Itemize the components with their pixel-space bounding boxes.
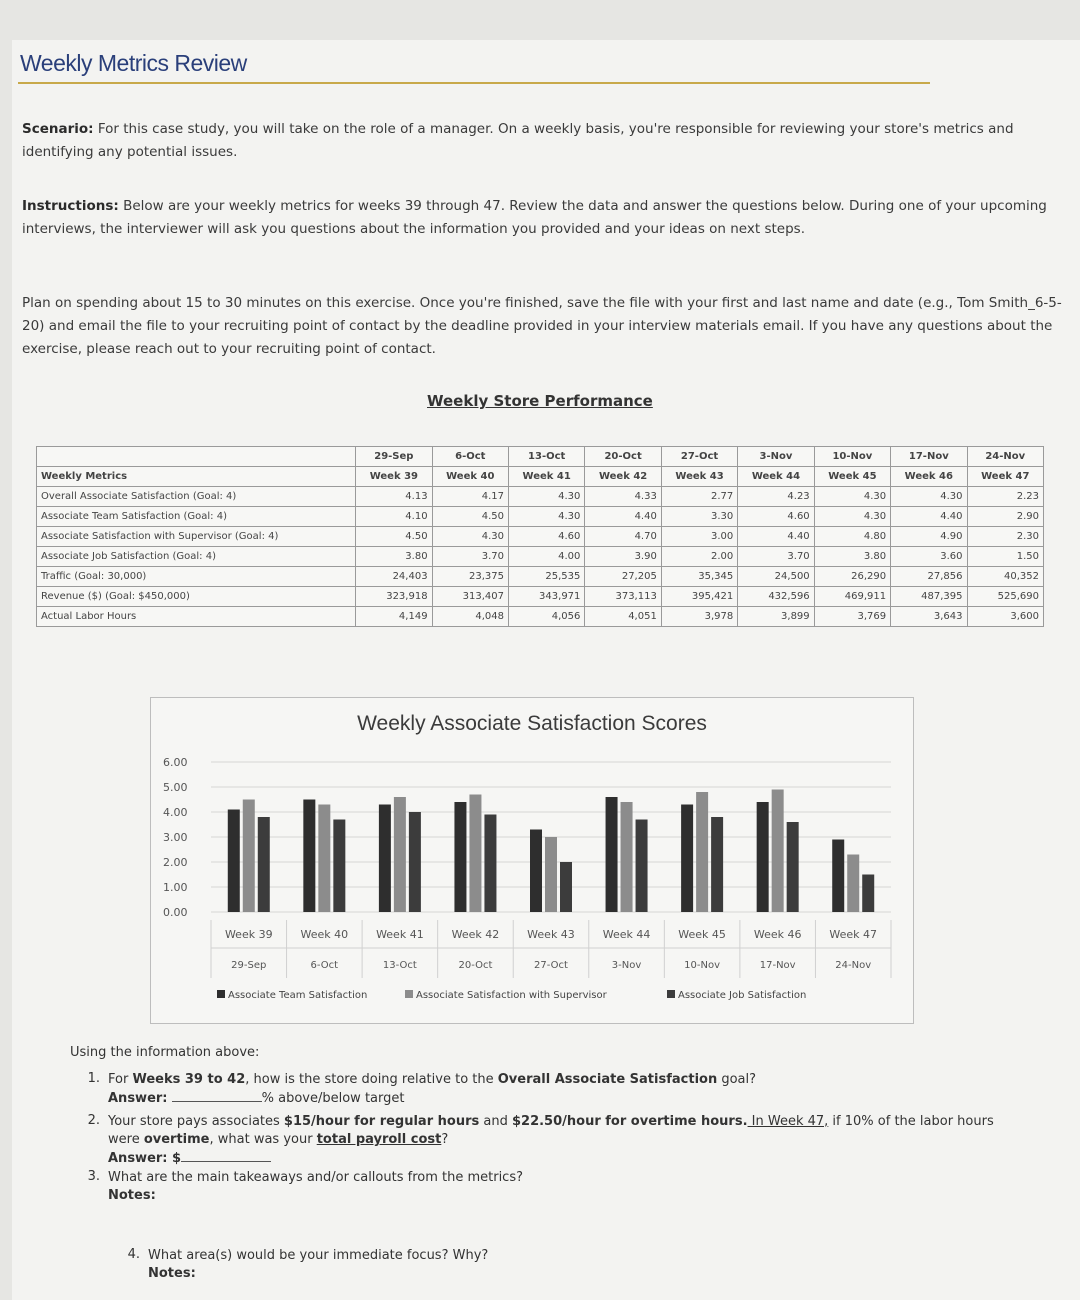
metric-value: 3.00: [661, 527, 737, 547]
metric-value: 4.30: [814, 487, 890, 507]
metric-value: 4.40: [585, 507, 661, 527]
bar: [469, 795, 481, 913]
metric-value: 2.90: [967, 507, 1043, 527]
bar: [696, 792, 708, 912]
bar: [787, 822, 799, 912]
metric-value: 4.60: [738, 507, 814, 527]
bar: [606, 797, 618, 912]
table-row: [37, 547, 1044, 567]
metric-label: Revenue ($) (Goal: $450,000): [37, 587, 356, 607]
metric-value: 35,345: [661, 567, 737, 587]
metric-label: Associate Satisfaction with Supervisor (Goal: 4): [37, 527, 356, 547]
metric-value: 323,918: [356, 587, 432, 607]
metric-value: 3.30: [661, 507, 737, 527]
metric-value: 4.40: [891, 507, 967, 527]
metric-value: 4,149: [356, 607, 432, 627]
bar: [847, 855, 859, 913]
y-tick-label: 6.00: [163, 756, 188, 769]
title-divider: [18, 82, 930, 84]
legend-swatch: [405, 990, 413, 998]
metric-value: 3,643: [891, 607, 967, 627]
metric-value: 4.10: [356, 507, 432, 527]
metric-value: 4.50: [356, 527, 432, 547]
metric-value: 4.23: [738, 487, 814, 507]
metric-value: 26,290: [814, 567, 890, 587]
metric-value: 4.80: [814, 527, 890, 547]
x-tick-label: Week 42: [451, 928, 500, 941]
bar: [530, 830, 542, 913]
table-row: [37, 527, 1044, 547]
bar: [636, 820, 648, 913]
chart-canvas: [151, 698, 913, 1023]
week-header-cell: Week 40: [432, 467, 508, 487]
week-header-row: [37, 467, 1044, 487]
legend-label: Associate Job Satisfaction: [678, 990, 807, 1001]
x-tick-label: Week 46: [753, 928, 802, 941]
legend-label: Associate Team Satisfaction: [228, 990, 368, 1001]
x-tick-label: Week 43: [527, 928, 575, 941]
metric-value: 4.30: [891, 487, 967, 507]
date-header-cell: 3-Nov: [738, 447, 814, 467]
metric-value: 3.80: [356, 547, 432, 567]
questions-intro: Using the information above:: [70, 1045, 260, 1060]
bar: [333, 820, 345, 913]
x-subtick-label: 10-Nov: [684, 960, 721, 971]
metric-value: 373,113: [585, 587, 661, 607]
bar: [454, 802, 466, 912]
metric-value: 4.40: [738, 527, 814, 547]
answer-1-field[interactable]: [172, 1089, 262, 1102]
date-header-cell: 29-Sep: [356, 447, 432, 467]
x-tick-label: Week 40: [300, 928, 349, 941]
metric-value: 3,978: [661, 607, 737, 627]
date-header-row: [37, 447, 1044, 467]
metric-value: 4,056: [508, 607, 584, 627]
bar: [681, 805, 693, 913]
y-tick-label: 3.00: [163, 831, 188, 844]
y-tick-label: 2.00: [163, 856, 188, 869]
metric-value: 3.80: [814, 547, 890, 567]
satisfaction-chart: [150, 697, 914, 1024]
x-subtick-label: 3-Nov: [611, 960, 642, 971]
legend-swatch: [217, 990, 225, 998]
question-1: 1. For Weeks 39 to 42, how is the store doing relative to the Overall Associate Satisfaction goal? Answer: % above/below target: [87, 1071, 757, 1106]
metric-value: 27,856: [891, 567, 967, 587]
notes-3-label[interactable]: Notes:: [108, 1188, 156, 1203]
week-header-cell: Week 47: [967, 467, 1043, 487]
x-subtick-label: 6-Oct: [310, 960, 339, 971]
week-header-cell: Week 39: [356, 467, 432, 487]
x-tick-label: Week 47: [829, 928, 878, 941]
date-header-cell: 6-Oct: [432, 447, 508, 467]
question-4: 4. What area(s) would be your immediate focus? Why? Notes:: [127, 1247, 489, 1281]
bar: [409, 812, 421, 912]
notes-4-label[interactable]: Notes:: [148, 1266, 196, 1281]
metric-value: 469,911: [814, 587, 890, 607]
x-tick-label: Week 39: [224, 928, 273, 941]
x-subtick-label: 17-Nov: [759, 960, 796, 971]
legend-swatch: [667, 990, 675, 998]
date-header-cell: 13-Oct: [508, 447, 584, 467]
y-tick-label: 0.00: [163, 906, 188, 919]
metric-value: 2.30: [967, 527, 1043, 547]
bar: [394, 797, 406, 912]
metric-value: 2.77: [661, 487, 737, 507]
scenario-paragraph: Scenario: For this case study, you will take on the role of a manager. On a weekly basis, you're responsible for reviewing your store's metrics and identifying any potential issues.: [22, 121, 1014, 160]
metric-value: 24,403: [356, 567, 432, 587]
table-row: [37, 587, 1044, 607]
metric-value: 3.70: [738, 547, 814, 567]
bar: [757, 802, 769, 912]
metric-value: 4.50: [432, 507, 508, 527]
week-header-cell: Week 44: [738, 467, 814, 487]
metric-label: Traffic (Goal: 30,000): [37, 567, 356, 587]
table-row: [37, 567, 1044, 587]
metric-value: 3,769: [814, 607, 890, 627]
week-header-cell: Week 46: [891, 467, 967, 487]
table-row: [37, 487, 1044, 507]
date-header-cell: 17-Nov: [891, 447, 967, 467]
metric-value: 25,535: [508, 567, 584, 587]
metric-label: Associate Team Satisfaction (Goal: 4): [37, 507, 356, 527]
bar: [228, 810, 240, 913]
metric-value: 24,500: [738, 567, 814, 587]
metric-value: 4.13: [356, 487, 432, 507]
bar: [560, 862, 572, 912]
bar: [258, 817, 270, 912]
y-tick-label: 1.00: [163, 881, 188, 894]
metrics-table: [36, 446, 1044, 627]
bar: [243, 800, 255, 913]
table-row: [37, 607, 1044, 627]
metric-value: 3.70: [432, 547, 508, 567]
week-header-cell: Week 45: [814, 467, 890, 487]
page-title: Weekly Metrics Review: [20, 50, 247, 76]
table-row: [37, 507, 1044, 527]
date-header-cell: 10-Nov: [814, 447, 890, 467]
week-header-cell: Week 42: [585, 467, 661, 487]
metric-value: 313,407: [432, 587, 508, 607]
y-tick-label: 4.00: [163, 806, 188, 819]
bar: [862, 875, 874, 913]
x-subtick-label: 29-Sep: [231, 960, 267, 971]
x-subtick-label: 27-Oct: [534, 960, 568, 971]
bar: [545, 837, 557, 912]
week-header-cell: Week 41: [508, 467, 584, 487]
metric-value: 1.50: [967, 547, 1043, 567]
metric-value: 4.60: [508, 527, 584, 547]
metric-value: 27,205: [585, 567, 661, 587]
metric-value: 432,596: [738, 587, 814, 607]
metric-column-header: Weekly Metrics: [37, 467, 356, 487]
metric-value: 4.30: [432, 527, 508, 547]
metric-value: 3.90: [585, 547, 661, 567]
metric-value: 4,048: [432, 607, 508, 627]
blank-header-cell: [37, 447, 356, 467]
legend-label: Associate Satisfaction with Supervisor: [416, 990, 607, 1001]
metric-value: 2.00: [661, 547, 737, 567]
x-tick-label: Week 41: [376, 928, 424, 941]
metric-value: 4.90: [891, 527, 967, 547]
question-2: 2. Your store pays associates $15/hour for regular hours and $22.50/hour for overtime hours. In Week 47, if 10% of the labor hours were overtime, what was your total payroll cost? Answer: $: [87, 1113, 994, 1166]
metric-value: 40,352: [967, 567, 1043, 587]
metric-value: 4,051: [585, 607, 661, 627]
metric-value: 4.17: [432, 487, 508, 507]
x-subtick-label: 13-Oct: [382, 960, 417, 971]
bar: [484, 815, 496, 913]
metric-label: Associate Job Satisfaction (Goal: 4): [37, 547, 356, 567]
metric-value: 4.30: [814, 507, 890, 527]
metric-value: 487,395: [891, 587, 967, 607]
x-subtick-label: 20-Oct: [458, 960, 493, 971]
metric-label: Overall Associate Satisfaction (Goal: 4): [37, 487, 356, 507]
y-tick-label: 5.00: [163, 781, 188, 794]
metric-value: 3,600: [967, 607, 1043, 627]
date-header-cell: 20-Oct: [585, 447, 661, 467]
date-header-cell: 24-Nov: [967, 447, 1043, 467]
metric-value: 2.23: [967, 487, 1043, 507]
bar: [318, 805, 330, 913]
bar: [303, 800, 315, 913]
metric-value: 4.30: [508, 507, 584, 527]
x-subtick-label: 24-Nov: [835, 960, 872, 971]
metric-value: 3.60: [891, 547, 967, 567]
instructions-paragraph: Instructions: Below are your weekly metrics for weeks 39 through 47. Review the data and answer the questions below. During one of your upcoming interviews, the interviewer will ask you questions about the information you provided and your ideas on next steps.: [22, 198, 1047, 237]
bar: [621, 802, 633, 912]
x-tick-label: Week 44: [602, 928, 651, 941]
metric-label: Actual Labor Hours: [37, 607, 356, 627]
metric-value: 343,971: [508, 587, 584, 607]
bar: [379, 805, 391, 913]
x-tick-label: Week 45: [678, 928, 726, 941]
bar: [711, 817, 723, 912]
date-header-cell: 27-Oct: [661, 447, 737, 467]
metric-value: 4.00: [508, 547, 584, 567]
metric-value: 525,690: [967, 587, 1043, 607]
table-title: Weekly Store Performance: [427, 392, 653, 410]
bar: [832, 840, 844, 913]
metric-value: 23,375: [432, 567, 508, 587]
week-header-cell: Week 43: [661, 467, 737, 487]
metric-value: 395,421: [661, 587, 737, 607]
answer-2-field[interactable]: [181, 1149, 271, 1162]
metric-value: 4.30: [508, 487, 584, 507]
question-3: 3. What are the main takeaways and/or callouts from the metrics? Notes:: [87, 1169, 524, 1203]
metric-value: 4.70: [585, 527, 661, 547]
metric-value: 4.33: [585, 487, 661, 507]
bar: [772, 790, 784, 913]
plan-paragraph: Plan on spending about 15 to 30 minutes on this exercise. Once you're finished, save the file with your first and last name and date (e.g., Tom Smith_6-5-20) and email the file to your recruiting point of contact by the deadline provided in your interview materials email. If you have any questions about the exercise, please reach out to your recruiting point of contact.: [22, 295, 1062, 357]
chart-title: Weekly Associate Satisfaction Scores: [357, 712, 707, 735]
metric-value: 3,899: [738, 607, 814, 627]
